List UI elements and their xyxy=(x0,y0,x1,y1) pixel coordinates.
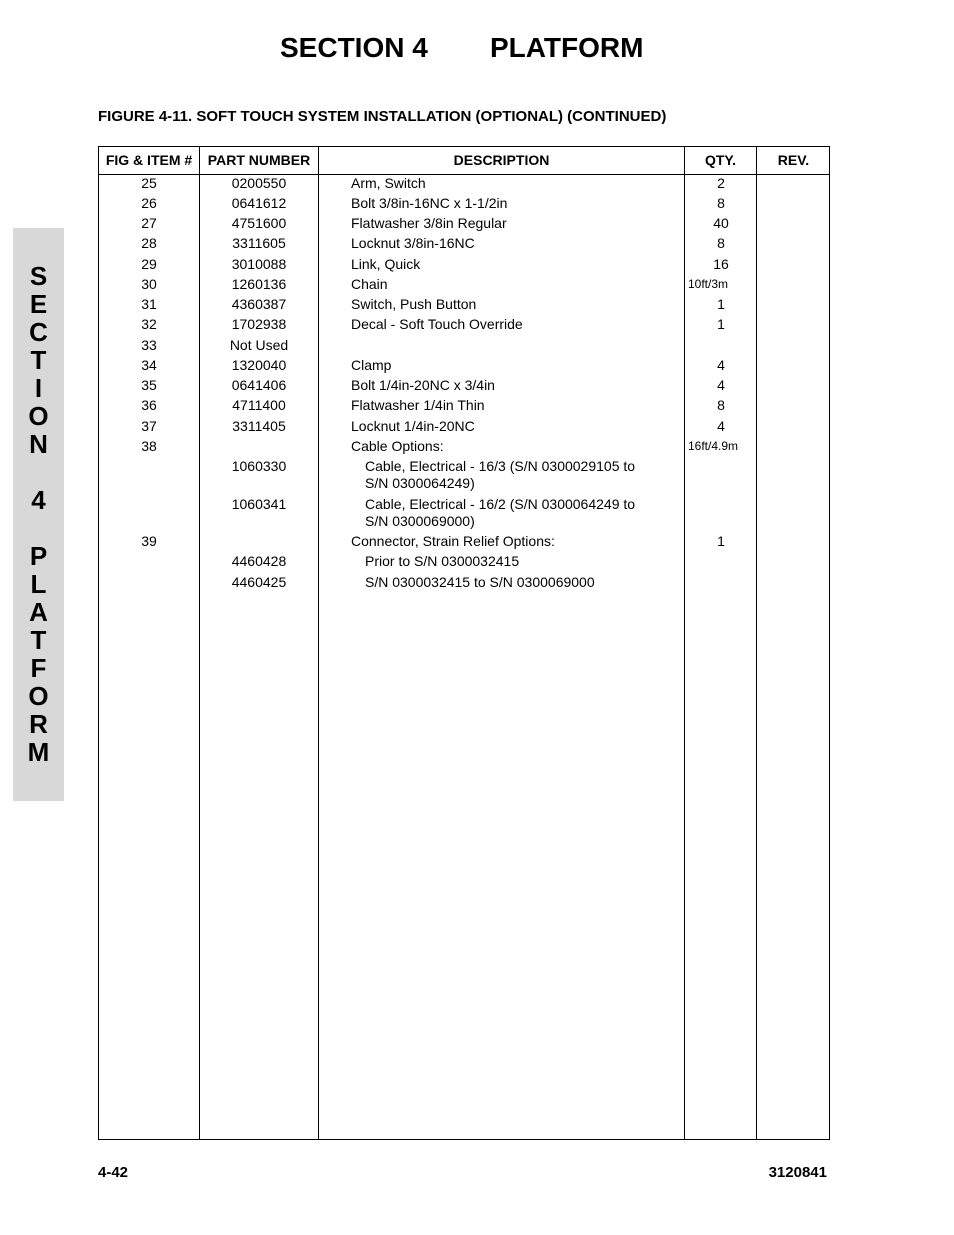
item-number: 39 xyxy=(141,533,157,549)
description xyxy=(351,296,681,313)
description xyxy=(351,533,681,550)
description-line: Clamp xyxy=(351,357,392,373)
description xyxy=(351,175,681,192)
header-description: DESCRIPTION xyxy=(453,152,550,168)
quantity: 16 xyxy=(713,256,729,272)
section-side-tab xyxy=(13,228,64,801)
description xyxy=(351,357,681,374)
part-number: 4711400 xyxy=(232,397,286,413)
figure-title: FIGURE 4-11. SOFT TOUCH SYSTEM INSTALLATION (OPTIONAL) (CONTINUED) xyxy=(98,108,667,125)
item-number: 29 xyxy=(141,256,157,272)
quantity: 8 xyxy=(717,235,725,251)
part-number: 4460425 xyxy=(231,574,287,590)
header-item: FIG & ITEM # xyxy=(105,152,193,168)
table-header xyxy=(99,147,829,175)
side-tab-letter: T xyxy=(30,625,47,655)
section-title: PLATFORM xyxy=(490,32,644,63)
description xyxy=(351,418,681,435)
part-number: 3010088 xyxy=(231,256,287,272)
side-tab-letter: 4 xyxy=(31,485,46,515)
part-number: 1320040 xyxy=(231,357,287,373)
description-line: Chain xyxy=(351,276,388,292)
side-tab-letter: L xyxy=(30,569,47,599)
description-line: Cable, Electrical - 16/3 (S/N 0300029105 to xyxy=(365,458,636,474)
part-number: 0641612 xyxy=(231,195,287,211)
description xyxy=(365,574,665,591)
header-part-number: PART NUMBER xyxy=(207,152,311,168)
description-line: S/N 0300032415 to S/N 0300069000 xyxy=(365,574,595,590)
header-rev: REV. xyxy=(777,152,810,168)
description-line: Arm, Switch xyxy=(351,175,426,191)
quantity: 8 xyxy=(717,195,725,211)
description xyxy=(365,458,665,492)
quantity: 1 xyxy=(717,316,725,332)
side-tab-letter: C xyxy=(29,317,48,347)
part-number: 1260136 xyxy=(231,276,287,292)
description xyxy=(351,377,681,394)
part-number: 4360387 xyxy=(231,296,287,312)
page-number: 4-42 xyxy=(98,1164,129,1181)
parts-table xyxy=(98,146,830,1140)
quantity: 8 xyxy=(717,397,725,413)
item-number: 30 xyxy=(141,276,157,292)
description-line: Locknut 1/4in-20NC xyxy=(351,418,475,434)
description-line: Flatwasher 3/8in Regular xyxy=(351,215,507,231)
quantity: 16ft/4.9m xyxy=(688,439,739,453)
side-tab-letter: E xyxy=(29,289,48,319)
side-tab-letter: S xyxy=(29,261,48,291)
description-line: Bolt 3/8in-16NC x 1-1/2in xyxy=(351,195,508,211)
side-tab-letter: A xyxy=(29,597,48,627)
quantity: 40 xyxy=(713,215,729,231)
section-number: SECTION 4 xyxy=(280,32,428,63)
side-tab-letter: O xyxy=(28,401,49,431)
description xyxy=(351,276,681,293)
description-line: Locknut 3/8in-16NC xyxy=(351,235,475,251)
description-line: Connector, Strain Relief Options: xyxy=(351,533,555,549)
item-number: 36 xyxy=(141,397,157,413)
quantity: 2 xyxy=(717,175,725,191)
column-divider xyxy=(684,147,685,1139)
description-line: Cable Options: xyxy=(351,438,444,454)
part-number: 3311405 xyxy=(232,418,286,434)
description-line: S/N 0300064249) xyxy=(365,475,475,491)
description-line: Flatwasher 1/4in Thin xyxy=(351,397,485,413)
document-number: 3120841 xyxy=(768,1164,827,1181)
side-tab-letter: I xyxy=(34,373,43,403)
item-number: 33 xyxy=(141,337,157,353)
description-line: S/N 0300069000) xyxy=(365,513,475,529)
side-tab-letter: T xyxy=(30,345,47,375)
side-tab-letter: R xyxy=(29,709,48,739)
quantity: 4 xyxy=(717,357,725,373)
description xyxy=(351,235,681,252)
part-number: 4751600 xyxy=(231,215,287,231)
item-number: 32 xyxy=(141,316,157,332)
description xyxy=(351,316,681,333)
part-number: 4460428 xyxy=(231,553,287,569)
part-number: 0641406 xyxy=(231,377,287,393)
side-tab-letter: P xyxy=(29,541,48,571)
item-number: 38 xyxy=(141,438,157,454)
side-tab-letters xyxy=(13,262,64,766)
description xyxy=(351,438,681,455)
quantity: 4 xyxy=(717,418,725,434)
item-number: 37 xyxy=(141,418,157,434)
description-line: Link, Quick xyxy=(351,256,421,272)
side-tab-letter: F xyxy=(30,653,47,683)
column-divider xyxy=(756,147,757,1139)
side-tab-letter: M xyxy=(27,737,50,767)
quantity: 4 xyxy=(717,377,725,393)
part-number: 1060341 xyxy=(231,496,287,512)
description xyxy=(365,496,665,530)
description xyxy=(351,195,681,212)
part-number: 0200550 xyxy=(231,175,287,191)
quantity: 10ft/3m xyxy=(688,277,729,291)
description-line: Decal - Soft Touch Override xyxy=(351,316,523,332)
part-number: Not Used xyxy=(229,337,289,353)
item-number: 25 xyxy=(141,175,157,191)
part-number: 1702938 xyxy=(231,316,287,332)
item-number: 35 xyxy=(141,377,157,393)
description-line: Bolt 1/4in-20NC x 3/4in xyxy=(351,377,495,393)
item-number: 34 xyxy=(141,357,157,373)
quantity: 1 xyxy=(717,533,725,549)
description xyxy=(351,397,681,414)
side-tab-letter: O xyxy=(28,681,49,711)
side-tab-letter xyxy=(13,514,64,542)
description xyxy=(365,553,665,570)
item-number: 28 xyxy=(141,235,157,251)
part-number: 3311605 xyxy=(232,235,286,251)
quantity: 1 xyxy=(717,296,725,312)
description-line: Cable, Electrical - 16/2 (S/N 0300064249 to xyxy=(365,496,636,512)
side-tab-letter xyxy=(13,458,64,486)
description xyxy=(351,256,681,273)
side-tab-letter: N xyxy=(29,429,48,459)
header-qty: QTY. xyxy=(704,152,737,168)
description-line: Switch, Push Button xyxy=(351,296,477,312)
part-number: 1060330 xyxy=(231,458,287,474)
item-number: 31 xyxy=(141,296,157,312)
column-divider xyxy=(318,147,319,1139)
item-number: 26 xyxy=(141,195,157,211)
item-number: 27 xyxy=(141,215,157,231)
description xyxy=(351,215,681,232)
description-line: Prior to S/N 0300032415 xyxy=(365,553,520,569)
